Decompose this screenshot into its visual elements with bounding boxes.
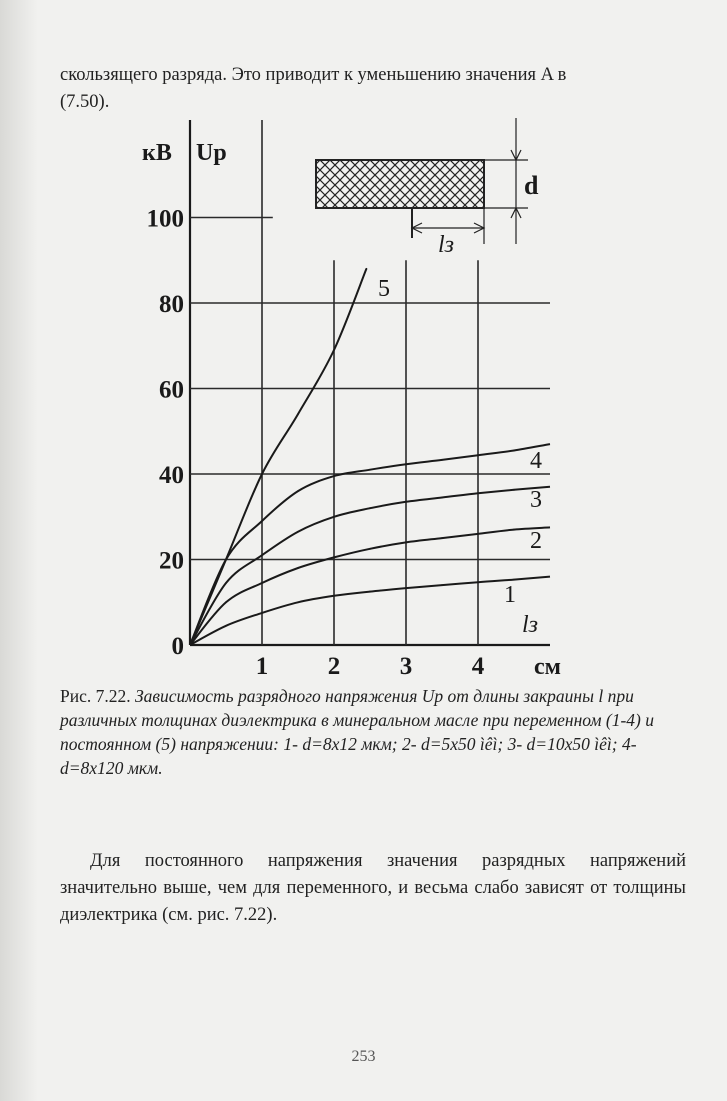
inset-electrode xyxy=(316,208,412,238)
y-axis-unit: кВ xyxy=(142,140,172,166)
curve-label-2: 2 xyxy=(530,528,542,554)
curve-label-3: 3 xyxy=(530,487,542,513)
point-series-2-9 xyxy=(513,529,515,531)
y-tick-label-0: 0 xyxy=(171,633,184,660)
point-series-1-3 xyxy=(297,601,299,603)
inset-d-label: d xyxy=(524,171,539,200)
top-line-2: (7.50). xyxy=(60,92,110,112)
caption-text: Зависимость разрядного напряжения Uр от длины закраины l при различных толщинах диэлектрика в минеральном масле при переменном (1-4) и постоянном (5) напряжении: 1- d=8х12 мкм; 2- d=5х50 ìêì; 3- d=10х50 ìêì; 4- d=8х120 мкм. xyxy=(60,686,654,778)
x-tick-label-2: 2 xyxy=(327,653,341,680)
y-tick-label-40: 40 xyxy=(159,462,184,489)
point-series-3-9 xyxy=(513,489,515,491)
x-tick-label-4: 4 xyxy=(471,653,485,680)
point-series-3-1 xyxy=(225,582,227,584)
point-series-4-3 xyxy=(297,490,299,492)
chart-tick-labels xyxy=(147,206,485,681)
curve-series-5 xyxy=(190,269,366,645)
x-axis-symbol: lз xyxy=(522,612,539,638)
bottom-paragraph: Для постоянного напряжения значения разрядных напряжений значительно выше, чем для переменного, и весьма слабо зависят от толщины диэлектрика (см. рис. 7.22). xyxy=(60,851,686,925)
point-series-3-5 xyxy=(369,507,371,509)
curve-label-5: 5 xyxy=(378,276,390,302)
x-tick-label-1: 1 xyxy=(255,653,269,680)
curve-label-1: 1 xyxy=(504,582,516,608)
chart-curves xyxy=(190,268,550,645)
point-series-3-7 xyxy=(441,497,443,499)
point-series-4-9 xyxy=(513,450,515,452)
figure-caption xyxy=(60,684,686,780)
y-tick-label-20: 20 xyxy=(159,547,184,575)
point-series-5-5 xyxy=(366,268,368,270)
y-tick-label-100: 100 xyxy=(146,205,184,233)
point-series-2-7 xyxy=(441,537,443,539)
x-axis-unit: см xyxy=(534,654,561,680)
y-tick-label-80: 80 xyxy=(159,291,184,318)
top-line-1: скользящего разряда. Это приводит к уменьшению значения A в xyxy=(60,65,567,85)
point-series-5-1 xyxy=(225,559,227,561)
page-number: 253 xyxy=(351,1048,376,1065)
point-series-2-3 xyxy=(297,567,299,569)
point-series-1-9 xyxy=(513,579,515,581)
caption-label: Рис. 7.22. xyxy=(60,686,135,706)
x-tick-label-3: 3 xyxy=(399,653,413,680)
point-series-4-7 xyxy=(441,459,443,461)
y-axis-symbol: Uр xyxy=(196,140,227,166)
point-series-3-3 xyxy=(297,531,299,533)
point-series-1-7 xyxy=(441,584,443,586)
curve-series-1 xyxy=(190,577,550,645)
point-series-4-5 xyxy=(369,469,371,471)
y-tick-label-60: 60 xyxy=(159,376,184,404)
point-series-5-3 xyxy=(297,413,299,415)
point-series-1-1 xyxy=(225,625,227,627)
inset-l-label: lз xyxy=(438,232,455,258)
inset-dielectric xyxy=(316,160,484,208)
point-series-2-1 xyxy=(225,601,227,603)
curve-series-2 xyxy=(190,527,550,645)
curve-label-4: 4 xyxy=(530,448,542,474)
point-series-1-5 xyxy=(369,591,371,593)
curve-series-3 xyxy=(190,487,550,645)
point-series-2-5 xyxy=(369,548,371,550)
